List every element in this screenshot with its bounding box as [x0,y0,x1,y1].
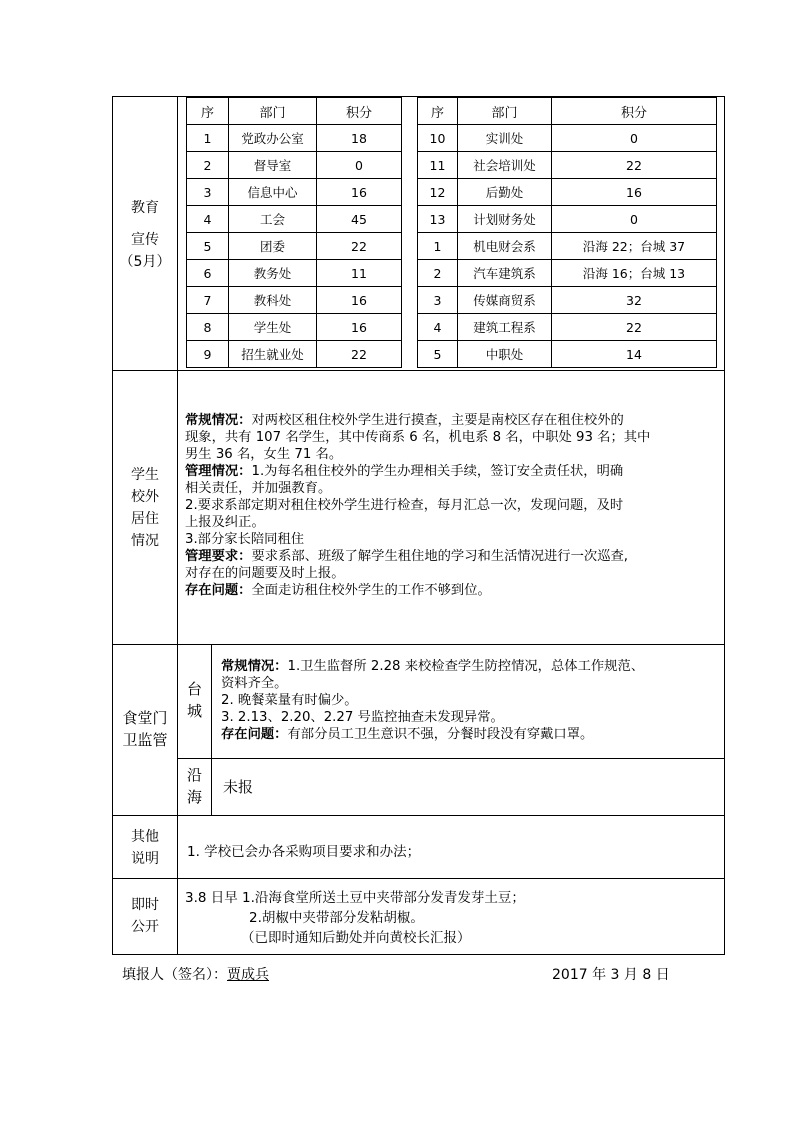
cell-no: 6 [187,260,229,287]
text-line: （已即时通知后勤处并向黄校长汇报） [241,930,471,946]
cell-no: 1 [187,125,229,152]
frame-bottom-border [112,954,725,955]
table-row [187,260,402,287]
table-row [418,314,717,341]
table-row [187,206,402,233]
canteen-yanhai-status: 未报 [223,778,254,796]
row-divider-other [112,878,725,879]
row-divider-education [112,370,725,371]
section-label-housing: 学生 校外 居住 情况 [131,467,159,549]
cell-score: 沿海 16；台城 13 [552,260,717,287]
label-column-divider [177,96,178,954]
text-line: 要求系部、班级了解学生租住地的学习和生活情况进行一次巡查, [251,549,629,564]
table-row [187,233,402,260]
section-label-other: 其他 说明 [131,829,159,867]
table-row [418,152,717,179]
cell-no: 10 [418,125,458,152]
cell-no: 12 [418,179,458,206]
label-routine: 常规情况： [185,413,252,428]
cell-no: 11 [418,152,458,179]
report-date: 2017 年 3 月 8 日 [552,967,670,983]
cell-score: 32 [552,287,717,314]
cell-no: 8 [187,314,229,341]
cell-dept: 汽车建筑系 [458,260,552,287]
table-row [418,341,717,368]
campus-row-divider [177,758,725,759]
cell-dept: 学生处 [229,314,317,341]
cell-score: 18 [317,125,402,152]
text-line: 对两校区租住校外学生进行摸查，主要是南校区存在租住校外的 [251,413,624,428]
text-line: 3.8 日早 1.沿海食堂所送土豆中夹带部分发青发芽土豆； [185,890,525,906]
campus-label-yanhai: 沿 海 [186,766,202,806]
frame-right-border [724,96,725,954]
section-label-canteen: 食堂门 卫监管 [122,709,168,749]
table-row [187,287,402,314]
label-requirement: 管理要求： [185,549,252,564]
text-line: 1.为每名租住校外的学生办理相关手续，签订安全责任状，明确 [251,464,624,479]
cell-score: 22 [317,233,402,260]
table-row [418,260,717,287]
cell-no: 4 [418,314,458,341]
cell-score: 45 [317,206,402,233]
cell-score: 11 [317,260,402,287]
score-table-left [186,97,402,368]
cell-score: 0 [552,206,717,233]
filler-signature [122,964,269,984]
label-routine: 常规情况： [221,659,288,674]
cell-dept: 传媒商贸系 [458,287,552,314]
cell-dept: 教科处 [229,287,317,314]
cell-dept: 建筑工程系 [458,314,552,341]
cell-dept: 工会 [229,206,317,233]
cell-no: 5 [418,341,458,368]
table-row [187,179,402,206]
text-line: 1.卫生监督所 2.28 来校检查学生防控情况，总体工作规范、 [287,659,645,674]
housing-description [185,412,720,599]
cell-dept: 实训处 [458,125,552,152]
text-line: 2.胡椒中夹带部分发粘胡椒。 [249,910,424,926]
cell-dept: 机电财会系 [458,233,552,260]
cell-score: 22 [552,152,717,179]
cell-dept: 团委 [229,233,317,260]
cell-no: 5 [187,233,229,260]
cell-dept: 教务处 [229,260,317,287]
text-line: 上报及纠正。 [185,515,265,530]
cell-dept: 中职处 [458,341,552,368]
campus-label-taicheng: 台 城 [186,680,202,720]
label-problem: 存在问题： [185,583,252,598]
row-divider-canteen [112,815,725,816]
text-line: 对存在的问题要及时上报。 [185,566,345,581]
table-row [418,206,717,233]
section-label-instant: 即时 公开 [131,897,159,935]
text-line: 现象，共有 107 名学生，其中传商系 6 名，机电系 8 名，中职处 93 名；其中 [185,430,651,445]
table-row [418,233,717,260]
cell-score: 16 [317,287,402,314]
cell-no: 7 [187,287,229,314]
other-notes-text: 1. 学校已会办各采购项目要求和办法； [187,844,421,860]
text-line: 全面走访租住校外学生的工作不够到位。 [251,583,491,598]
filler-label: 填报人（签名）： [122,967,227,983]
text-line: 3. 2.13、2.20、2.27 号监控抽查未发现异常。 [221,710,504,725]
table-row [187,152,402,179]
cell-no: 13 [418,206,458,233]
text-line: 有部分员工卫生意识不强，分餐时段没有穿戴口罩。 [287,727,594,742]
cell-no: 9 [187,341,229,368]
table-header-row [187,98,402,125]
cell-score: 22 [552,314,717,341]
row-divider-housing [112,644,725,645]
table-row [187,341,402,368]
cell-dept: 招生就业处 [229,341,317,368]
cell-no: 3 [418,287,458,314]
text-line: 3.部分家长陪同租住 [185,532,305,547]
cell-score: 22 [317,341,402,368]
text-line: 资料齐全。 [221,676,288,691]
header-no: 序 [187,98,229,125]
cell-dept: 后勤处 [458,179,552,206]
table-row [187,125,402,152]
table-header-row [418,98,717,125]
cell-score: 16 [317,314,402,341]
cell-dept: 计划财务处 [458,206,552,233]
cell-no: 3 [187,179,229,206]
header-score: 积分 [317,98,402,125]
cell-no: 1 [418,233,458,260]
campus-column-divider [211,644,212,815]
header-dept: 部门 [229,98,317,125]
header-no: 序 [418,98,458,125]
text-line: 男生 36 名，女生 71 名。 [185,447,343,462]
score-table-right [417,97,717,368]
instant-disclosure-text [185,888,720,948]
text-line: 2. 晚餐菜量有时偏少。 [221,693,358,708]
filler-name: 贾成兵 [227,967,269,983]
cell-score: 0 [317,152,402,179]
cell-dept: 信息中心 [229,179,317,206]
cell-no: 2 [187,152,229,179]
section-label-education: 教育 宣传 （5月） [119,200,171,270]
cell-no: 4 [187,206,229,233]
label-management: 管理情况： [185,464,252,479]
table-row [418,125,717,152]
cell-score: 沿海 22；台城 37 [552,233,717,260]
cell-score: 14 [552,341,717,368]
table-row [187,314,402,341]
canteen-taicheng-description [221,658,721,743]
cell-dept: 督导室 [229,152,317,179]
table-row [418,287,717,314]
cell-dept: 党政办公室 [229,125,317,152]
text-line: 2.要求系部定期对租住校外学生进行检查，每月汇总一次，发现问题，及时 [185,498,624,513]
header-score: 积分 [552,98,717,125]
header-dept: 部门 [458,98,552,125]
text-line: 相关责任，并加强教育。 [185,481,332,496]
label-problem: 存在问题： [221,727,288,742]
cell-score: 16 [317,179,402,206]
cell-score: 16 [552,179,717,206]
table-row [418,179,717,206]
cell-no: 2 [418,260,458,287]
cell-dept: 社会培训处 [458,152,552,179]
cell-score: 0 [552,125,717,152]
